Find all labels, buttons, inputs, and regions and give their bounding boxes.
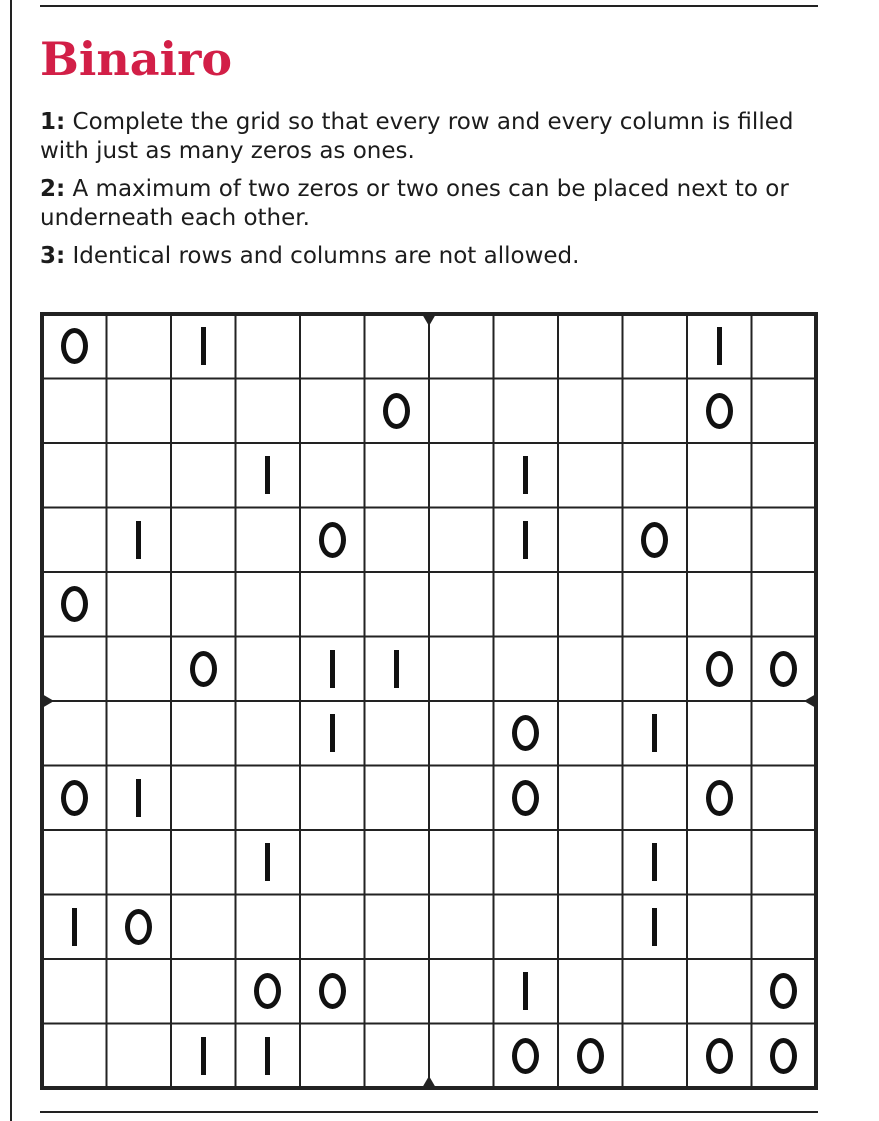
grid-cell[interactable] (300, 314, 365, 379)
grid-cell[interactable] (687, 959, 752, 1024)
grid-cell[interactable] (687, 830, 752, 895)
zero-glyph (512, 780, 539, 816)
grid-cell[interactable] (107, 1024, 172, 1089)
grid-cell[interactable] (365, 959, 430, 1024)
grid-cell[interactable] (236, 895, 301, 960)
grid-cell[interactable] (107, 443, 172, 508)
one-glyph (201, 1037, 206, 1075)
grid-cell[interactable] (558, 830, 623, 895)
rule-text: A maximum of two zeros or two ones can be placed next to or underneath each other. (40, 176, 789, 231)
grid-cell[interactable] (300, 379, 365, 444)
zero-glyph (770, 1038, 797, 1074)
grid-cell[interactable] (171, 508, 236, 573)
grid-cell[interactable] (107, 959, 172, 1024)
grid-cell[interactable] (300, 701, 365, 766)
grid-cell[interactable] (171, 443, 236, 508)
grid-cell[interactable] (687, 379, 752, 444)
grid-cell[interactable] (752, 959, 817, 1024)
one-glyph (72, 908, 77, 946)
grid-cell[interactable] (107, 766, 172, 831)
grid-cell[interactable] (558, 766, 623, 831)
grid-cell[interactable] (300, 766, 365, 831)
grid-cell[interactable] (687, 508, 752, 573)
grid-cell[interactable] (42, 508, 107, 573)
one-glyph (523, 521, 528, 559)
grid-cell[interactable] (558, 314, 623, 379)
rule-text: Identical rows and columns are not allowed. (65, 243, 580, 269)
zero-glyph (383, 393, 410, 429)
one-glyph (201, 327, 206, 365)
grid-cell[interactable] (494, 1024, 559, 1089)
grid-cell[interactable] (171, 637, 236, 702)
zero-glyph (577, 1038, 604, 1074)
binairo-grid (40, 312, 818, 1090)
grid-cell[interactable] (171, 830, 236, 895)
grid-cell[interactable] (752, 830, 817, 895)
top-divider (40, 5, 818, 7)
left-margin-rule (10, 0, 12, 1121)
grid-cell[interactable] (687, 572, 752, 637)
grid-cell[interactable] (300, 1024, 365, 1089)
grid-cell[interactable] (494, 314, 559, 379)
grid-cell[interactable] (494, 701, 559, 766)
grid-cell[interactable] (429, 830, 494, 895)
rule-1 (40, 108, 830, 166)
grid-cell[interactable] (623, 443, 688, 508)
grid-cell[interactable] (687, 314, 752, 379)
grid-cell[interactable] (236, 314, 301, 379)
grid-cell[interactable] (752, 314, 817, 379)
grid-cell[interactable] (752, 508, 817, 573)
zero-glyph (770, 651, 797, 687)
grid-cell[interactable] (623, 379, 688, 444)
one-glyph (265, 456, 270, 494)
zero-glyph (319, 522, 346, 558)
rule-text: Complete the grid so that every row and every column is filled with just as many zeros as ones. (40, 109, 794, 164)
grid-cell[interactable] (494, 637, 559, 702)
grid-cell[interactable] (558, 508, 623, 573)
rule-2 (40, 175, 830, 233)
grid-cell[interactable] (365, 314, 430, 379)
grid-cell[interactable] (494, 379, 559, 444)
one-glyph (330, 714, 335, 752)
grid-cell[interactable] (107, 379, 172, 444)
puzzle-title: Binairo (40, 32, 232, 86)
zero-glyph (190, 651, 217, 687)
grid-cell[interactable] (365, 701, 430, 766)
grid-cell[interactable] (558, 443, 623, 508)
grid-cell[interactable] (623, 895, 688, 960)
zero-glyph (61, 328, 88, 364)
zero-glyph (512, 1038, 539, 1074)
grid-cell[interactable] (300, 572, 365, 637)
grid-cell[interactable] (429, 314, 494, 379)
zero-glyph (61, 586, 88, 622)
grid-cell[interactable] (236, 572, 301, 637)
grid-cell[interactable] (42, 379, 107, 444)
grid-cell[interactable] (300, 443, 365, 508)
zero-glyph (319, 973, 346, 1009)
grid-cell[interactable] (687, 895, 752, 960)
rule-number: 1: (40, 109, 66, 135)
grid-cell[interactable] (623, 830, 688, 895)
grid-cell[interactable] (42, 572, 107, 637)
grid-cell[interactable] (171, 959, 236, 1024)
grid-cell[interactable] (687, 766, 752, 831)
grid-cell[interactable] (494, 508, 559, 573)
one-glyph (394, 650, 399, 688)
grid-cell[interactable] (752, 443, 817, 508)
grid-cell[interactable] (107, 895, 172, 960)
grid-cell[interactable] (429, 508, 494, 573)
grid-cell[interactable] (107, 508, 172, 573)
grid-cell[interactable] (429, 701, 494, 766)
one-glyph (652, 843, 657, 881)
grid-cell[interactable] (687, 443, 752, 508)
grid-cell[interactable] (752, 379, 817, 444)
zero-glyph (512, 715, 539, 751)
zero-glyph (254, 973, 281, 1009)
grid-cell[interactable] (42, 1024, 107, 1089)
grid-cell[interactable] (623, 766, 688, 831)
grid-cell[interactable] (42, 637, 107, 702)
zero-glyph (61, 780, 88, 816)
zero-glyph (125, 909, 152, 945)
grid-cell[interactable] (558, 701, 623, 766)
rules-list (40, 108, 830, 280)
grid-cell[interactable] (236, 443, 301, 508)
grid-cell[interactable] (365, 379, 430, 444)
grid-cell[interactable] (494, 959, 559, 1024)
grid-cell[interactable] (365, 766, 430, 831)
grid-cell[interactable] (429, 766, 494, 831)
grid-cell[interactable] (752, 895, 817, 960)
one-glyph (136, 779, 141, 817)
grid-cell[interactable] (558, 572, 623, 637)
grid-cell[interactable] (236, 1024, 301, 1089)
one-glyph (717, 327, 722, 365)
grid-cell[interactable] (687, 637, 752, 702)
grid-cell[interactable] (558, 1024, 623, 1089)
zero-glyph (706, 393, 733, 429)
grid-cell[interactable] (42, 314, 107, 379)
grid-cell[interactable] (236, 701, 301, 766)
one-glyph (330, 650, 335, 688)
grid-cell[interactable] (171, 314, 236, 379)
grid-cell[interactable] (171, 895, 236, 960)
bottom-divider (40, 1111, 818, 1113)
one-glyph (523, 972, 528, 1010)
grid-cell[interactable] (300, 959, 365, 1024)
one-glyph (652, 714, 657, 752)
grid-cell[interactable] (558, 379, 623, 444)
grid-cell[interactable] (236, 766, 301, 831)
grid-cell[interactable] (107, 637, 172, 702)
grid-cell[interactable] (236, 508, 301, 573)
grid-cell[interactable] (365, 895, 430, 960)
grid-cell[interactable] (558, 637, 623, 702)
grid-cell[interactable] (623, 701, 688, 766)
grid-cell[interactable] (236, 637, 301, 702)
grid-cell[interactable] (429, 895, 494, 960)
grid-cell[interactable] (623, 637, 688, 702)
grid-cell[interactable] (429, 1024, 494, 1089)
grid-cell[interactable] (107, 314, 172, 379)
grid-cell[interactable] (365, 443, 430, 508)
grid-cell[interactable] (42, 895, 107, 960)
grid-cell[interactable] (623, 508, 688, 573)
grid-cell[interactable] (494, 572, 559, 637)
grid-cell[interactable] (687, 701, 752, 766)
grid-cell[interactable] (429, 572, 494, 637)
grid-cell[interactable] (623, 959, 688, 1024)
grid-cell[interactable] (236, 379, 301, 444)
grid-cell[interactable] (365, 572, 430, 637)
grid-cell[interactable] (623, 572, 688, 637)
grid-cell[interactable] (300, 895, 365, 960)
grid-cell[interactable] (429, 637, 494, 702)
grid-cell[interactable] (42, 830, 107, 895)
one-glyph (136, 521, 141, 559)
one-glyph (265, 1037, 270, 1075)
grid-cell[interactable] (752, 572, 817, 637)
grid-cell[interactable] (42, 701, 107, 766)
grid-cell[interactable] (171, 701, 236, 766)
grid-cell[interactable] (107, 830, 172, 895)
one-glyph (523, 456, 528, 494)
grid-cell[interactable] (300, 637, 365, 702)
grid-cell[interactable] (365, 830, 430, 895)
grid-cell[interactable] (365, 508, 430, 573)
grid-cell[interactable] (429, 959, 494, 1024)
rule-3 (40, 242, 830, 271)
grid-cell[interactable] (171, 1024, 236, 1089)
grid-cell[interactable] (42, 959, 107, 1024)
grid-cell[interactable] (687, 1024, 752, 1089)
grid-cell[interactable] (429, 379, 494, 444)
grid-cell[interactable] (236, 830, 301, 895)
grid-cell[interactable] (171, 766, 236, 831)
grid-cell[interactable] (300, 508, 365, 573)
grid-cell[interactable] (752, 637, 817, 702)
grid-cell[interactable] (623, 1024, 688, 1089)
grid-cell[interactable] (42, 443, 107, 508)
grid-cell[interactable] (365, 1024, 430, 1089)
grid-cell[interactable] (300, 830, 365, 895)
grid-cell[interactable] (623, 314, 688, 379)
grid-cell[interactable] (558, 895, 623, 960)
grid-cell[interactable] (752, 701, 817, 766)
one-glyph (652, 908, 657, 946)
zero-glyph (706, 1038, 733, 1074)
one-glyph (265, 843, 270, 881)
grid-cell[interactable] (171, 572, 236, 637)
grid-cell[interactable] (494, 443, 559, 508)
grid-cell[interactable] (236, 959, 301, 1024)
grid-cell[interactable] (752, 766, 817, 831)
grid-cell[interactable] (494, 830, 559, 895)
grid-cell[interactable] (365, 637, 430, 702)
zero-glyph (706, 780, 733, 816)
grid-cell[interactable] (429, 443, 494, 508)
rule-number: 3: (40, 243, 66, 269)
zero-glyph (770, 973, 797, 1009)
grid-cell[interactable] (171, 379, 236, 444)
grid-cell[interactable] (107, 701, 172, 766)
grid-cell[interactable] (558, 959, 623, 1024)
grid-cell[interactable] (107, 572, 172, 637)
grid-cell[interactable] (42, 766, 107, 831)
grid-cell[interactable] (494, 895, 559, 960)
grid-cell[interactable] (494, 766, 559, 831)
grid-cell[interactable] (752, 1024, 817, 1089)
zero-glyph (641, 522, 668, 558)
zero-glyph (706, 651, 733, 687)
rule-number: 2: (40, 176, 66, 202)
